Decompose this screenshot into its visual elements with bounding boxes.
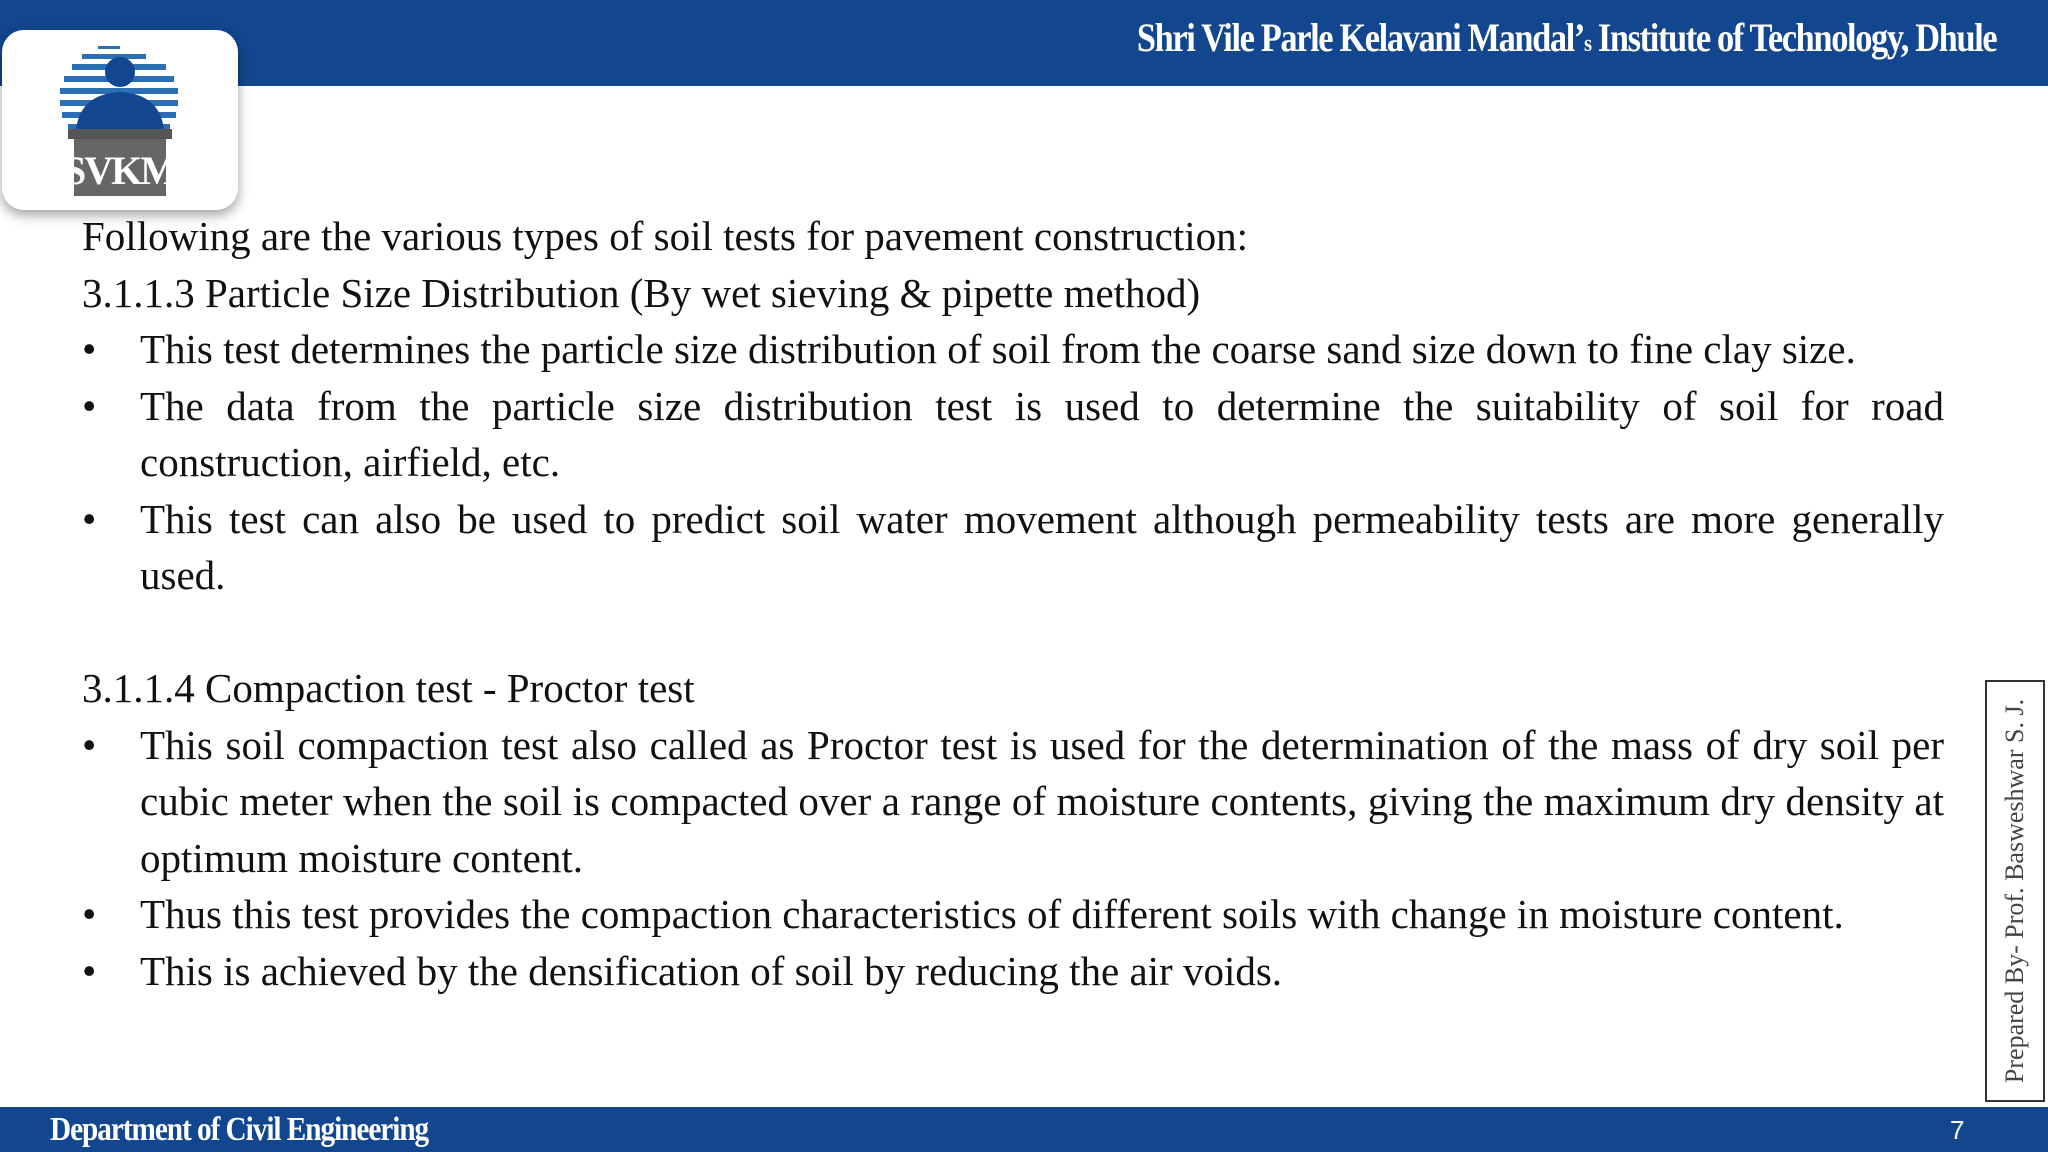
slide-intro: Following are the various types of soil tests for pavement construction: — [82, 213, 1248, 259]
bullet-dot: • — [82, 947, 97, 994]
bullet-text: Thus this test provides the compaction characteristics of different soils with change in moisture content. — [140, 891, 1844, 937]
bullet-dot: • — [82, 382, 97, 429]
prepared-by-label — [1985, 680, 2045, 1102]
svg-text:SVKM: SVKM — [64, 148, 176, 193]
slide-content — [82, 208, 1944, 999]
bullet-dot: • — [82, 495, 97, 542]
section-gap — [82, 604, 1944, 661]
bullet-item — [82, 378, 1944, 491]
header-bar — [0, 0, 2048, 86]
department-name: Department of Civil Engineering — [50, 1111, 429, 1148]
bullet-text: This test determines the particle size distribution of soil from the coarse sand size down to fine clay size. — [140, 326, 1856, 372]
bullet-dot: • — [82, 721, 97, 768]
page-number: 7 — [1950, 1115, 1965, 1145]
bullet-text: This soil compaction test also called as Proctor test is used for the determination of the mass of dry soil per cubic meter when the soil is compacted over a range of moisture contents, giving the maximum dry density at optimum moisture content. — [140, 721, 1944, 881]
section-heading-compaction: 3.1.1.4 Compaction test - Proctor test — [82, 665, 695, 711]
bullet-item — [82, 491, 1944, 604]
institute-title: Shri Vile Parle Kelavani Mandal’s Institute of Technology, Dhule — [1136, 15, 1996, 60]
bullet-item — [82, 886, 1944, 943]
section-heading-particle-size: 3.1.1.3 Particle Size Distribution (By wet sieving & pipette method) — [82, 269, 1201, 316]
svkm-logo-icon — [54, 36, 184, 204]
bullet-dot: • — [82, 326, 97, 372]
bullet-text: The data from the particle size distribution test is used to determine the suitability of soil for road construction, airfield, etc. — [140, 382, 1944, 485]
bullet-dot: • — [82, 891, 97, 937]
footer-bar — [0, 1107, 2048, 1152]
bullet-item — [82, 717, 1944, 887]
bullet-text: This is achieved by the densification of soil by reducing the air voids. — [140, 947, 1283, 994]
bullet-text: This test can also be used to predict soil water movement although permeability tests are more generally used. — [140, 495, 1944, 598]
bullet-item — [82, 943, 1944, 1000]
logo-box — [2, 30, 238, 210]
prepared-by-text: Prepared By- Prof. Basweshwar S. J. — [2000, 698, 2029, 1084]
bullet-item — [82, 321, 1944, 378]
